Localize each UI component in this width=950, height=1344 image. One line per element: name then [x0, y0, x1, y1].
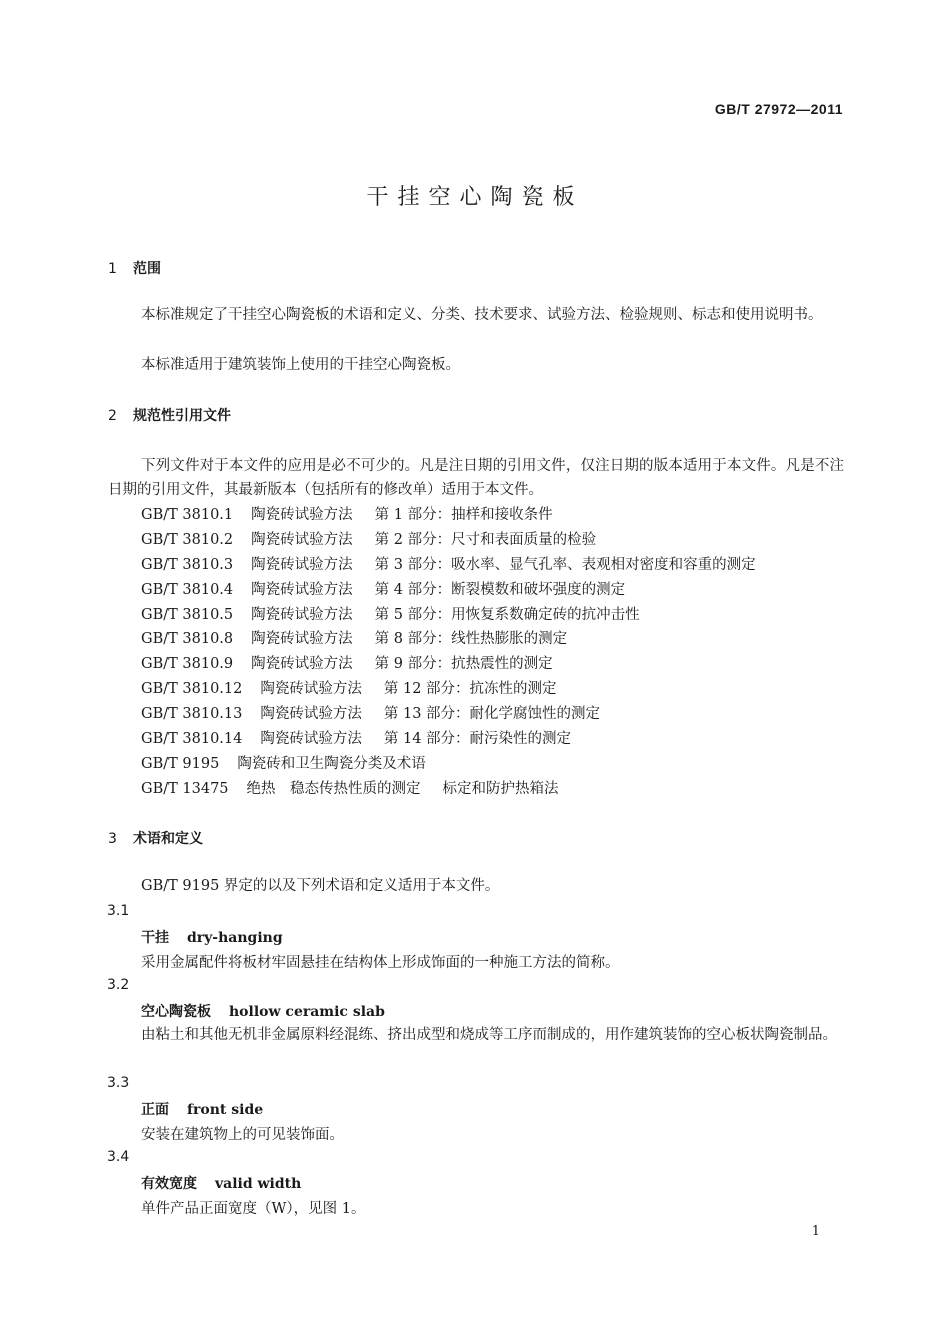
term-definition: 单件产品正面宽度（W），见图 1。: [141, 1201, 366, 1217]
term-zh: 空心陶瓷板: [141, 1004, 211, 1020]
term-zh: 有效宽度: [141, 1176, 197, 1192]
reference-title: 陶瓷砖试验方法: [251, 607, 353, 623]
reference-part: 第 2 部分：尺寸和表面质量的检验: [374, 532, 597, 548]
normative-reference: [141, 578, 625, 599]
reference-part: 标定和防护热箱法: [442, 781, 559, 797]
normative-reference: [141, 702, 600, 723]
reference-code: GB/T 3810.14: [141, 731, 243, 747]
normative-reference: [141, 528, 596, 549]
reference-part: 第 4 部分：断裂模数和破坏强度的测定: [374, 582, 626, 598]
term-definition: 采用金属配件将板材牢固悬挂在结构体上形成饰面的一种施工方法的简称。: [141, 955, 620, 971]
clause-number: 3.2: [107, 977, 130, 993]
section-3-heading: [108, 828, 203, 848]
section-title: 规范性引用文件: [133, 408, 231, 424]
reference-code: GB/T 3810.9: [141, 656, 234, 672]
term-definition: 安装在建筑物上的可见装饰面。: [141, 1127, 344, 1143]
reference-code: GB/T 3810.2: [141, 532, 234, 548]
reference-code: GB/T 9195: [141, 756, 220, 772]
section-3-intro: GB/T 9195 界定的以及下列术语和定义适用于本文件。: [141, 878, 500, 894]
normative-reference: [141, 652, 553, 673]
reference-code: GB/T 3810.4: [141, 582, 234, 598]
normative-reference: [141, 752, 448, 773]
term-en: hollow ceramic slab: [229, 1004, 385, 1020]
reference-part: 第 9 部分：抗热震性的测定: [374, 656, 553, 672]
clause-number: 3.3: [107, 1075, 130, 1091]
reference-title: 陶瓷砖试验方法: [251, 631, 353, 647]
reference-code: GB/T 3810.12: [141, 681, 243, 697]
normative-reference: [141, 727, 571, 748]
clause-number: 3.4: [107, 1149, 130, 1165]
reference-code: GB/T 3810.3: [141, 557, 234, 573]
reference-title: 陶瓷砖试验方法: [251, 507, 353, 523]
term-entry: [141, 1001, 385, 1021]
term-entry: [141, 927, 283, 947]
normative-reference: [141, 553, 756, 574]
term-zh: 干挂: [141, 930, 169, 946]
reference-title: 陶瓷砖试验方法: [260, 706, 362, 722]
section-number: 1: [108, 261, 117, 277]
reference-code: GB/T 3810.8: [141, 631, 234, 647]
reference-part: 第 5 部分：用恢复系数确定砖的抗冲击性: [374, 607, 640, 623]
section-1-paragraph-2: 本标准适用于建筑装饰上使用的干挂空心陶瓷板。: [141, 357, 460, 373]
reference-title: 陶瓷砖试验方法: [251, 656, 353, 672]
reference-part: 第 13 部分：耐化学腐蚀性的测定: [383, 706, 601, 722]
section-2-heading: [108, 405, 231, 425]
reference-code: GB/T 3810.5: [141, 607, 234, 623]
reference-code: GB/T 3810.13: [141, 706, 243, 722]
term-en: dry-hanging: [187, 930, 283, 946]
reference-part: 第 1 部分：抽样和接收条件: [374, 507, 553, 523]
normative-reference: [141, 627, 567, 648]
section-title: 范围: [133, 261, 161, 277]
reference-title: 陶瓷砖和卫生陶瓷分类及术语: [237, 756, 426, 772]
clause-number: 3.1: [107, 903, 130, 919]
reference-title: 绝热 稳态传热性质的测定: [246, 781, 421, 797]
normative-reference: [141, 777, 559, 798]
section-1-heading: [108, 258, 161, 278]
reference-code: GB/T 3810.1: [141, 507, 234, 523]
reference-title: 陶瓷砖试验方法: [251, 532, 353, 548]
normative-reference: [141, 603, 640, 624]
reference-title: 陶瓷砖试验方法: [260, 731, 362, 747]
standard-code: GB/T 27972—2011: [714, 101, 843, 117]
term-en: front side: [187, 1102, 264, 1118]
term-en: valid width: [215, 1176, 302, 1192]
reference-title: 陶瓷砖试验方法: [260, 681, 362, 697]
page-number: 1: [811, 1224, 820, 1239]
reference-title: 陶瓷砖试验方法: [251, 557, 353, 573]
reference-code: GB/T 13475: [141, 781, 229, 797]
term-zh: 正面: [141, 1102, 169, 1118]
reference-part: 第 8 部分：线性热膨胀的测定: [374, 631, 568, 647]
normative-reference: [141, 677, 557, 698]
reference-part: 第 12 部分：抗冻性的测定: [383, 681, 557, 697]
term-entry: [141, 1099, 263, 1119]
term-definition: 由粘土和其他无机非金属原料经混练、挤出成型和烧成等工序而制成的，用作建筑装饰的空心板状陶瓷制品。: [141, 1027, 837, 1043]
section-2-intro: 下列文件对于本文件的应用是必不可少的。凡是注日期的引用文件，仅注日期的版本适用于本文件。凡是不注日期的引用文件，其最新版本（包括所有的修改单）适用于本文件。: [108, 458, 844, 498]
document-title: 干挂空心陶瓷板: [366, 185, 584, 210]
reference-part: 第 3 部分：吸水率、显气孔率、表观相对密度和容重的测定: [374, 557, 756, 573]
normative-reference: [141, 503, 553, 524]
section-number: 2: [108, 408, 117, 424]
term-entry: [141, 1173, 301, 1193]
reference-title: 陶瓷砖试验方法: [251, 582, 353, 598]
section-title: 术语和定义: [133, 831, 203, 847]
section-1-paragraph-1: 本标准规定了干挂空心陶瓷板的术语和定义、分类、技术要求、试验方法、检验规则、标志和使用说明书。: [141, 307, 823, 323]
section-number: 3: [108, 831, 117, 847]
reference-part: 第 14 部分：耐污染性的测定: [383, 731, 572, 747]
